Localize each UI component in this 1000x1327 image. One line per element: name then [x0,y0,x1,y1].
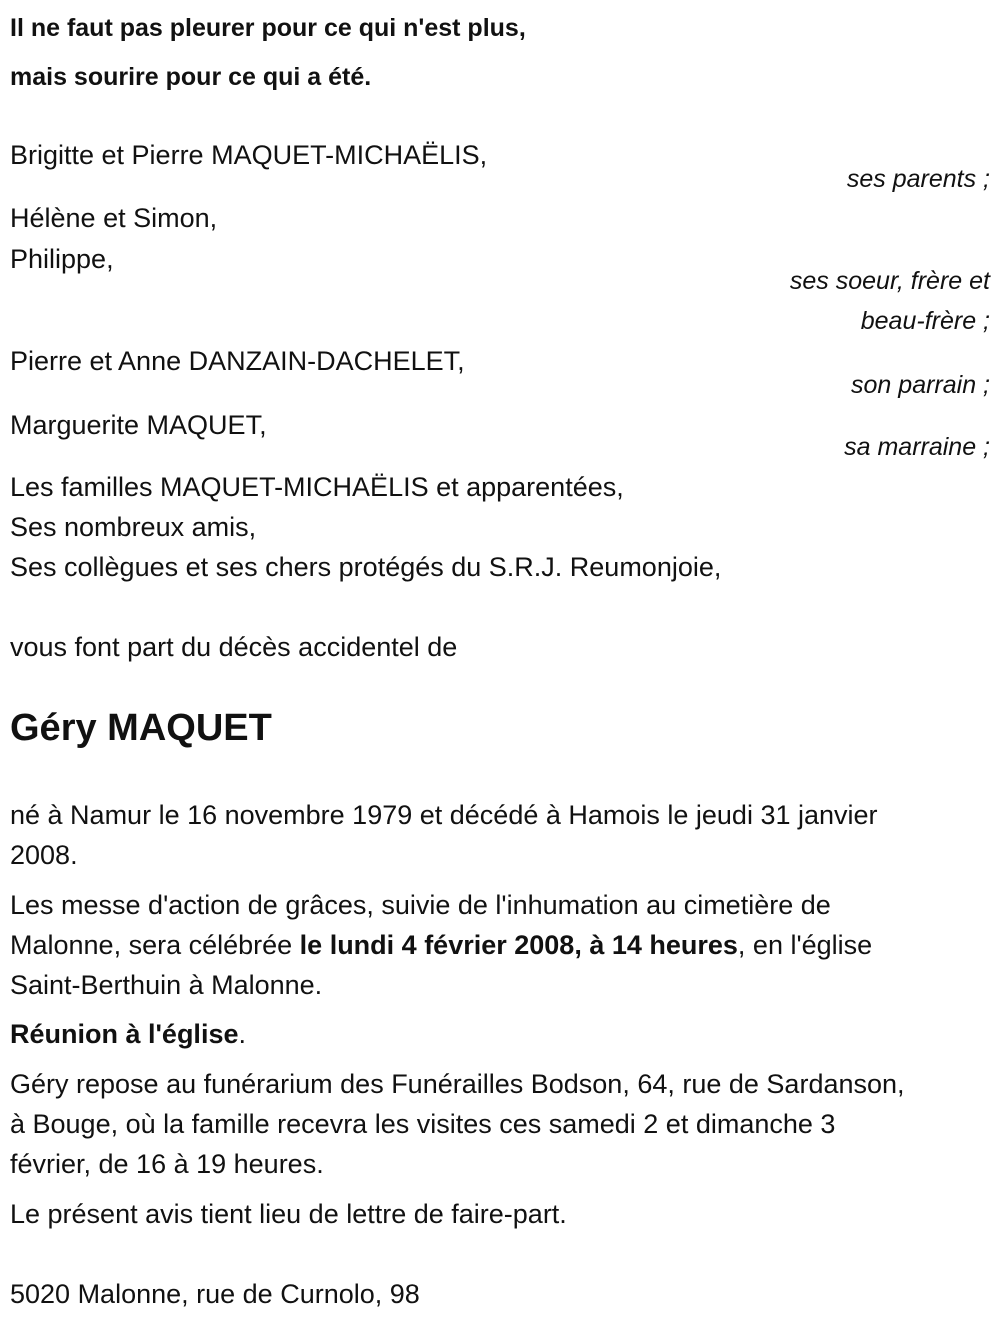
relation-siblings-2: beau-frère ; [860,307,990,335]
others-1: Les familles MAQUET-MICHAËLIS et apparentées, [10,472,624,502]
visit-line-3: février, de 16 à 19 heures. [10,1149,324,1179]
mass-line-2 [10,928,872,962]
visit-line-1: Géry repose au funérarium des Funérailles Bodson, 64, rue de Sardanson, [10,1069,905,1099]
notice: Le présent avis tient lieu de lettre de faire-part. [10,1199,567,1229]
deceased-name: Géry MAQUET [10,707,272,749]
family-godfather: Pierre et Anne DANZAIN-DACHELET, [10,346,465,376]
address: 5020 Malonne, rue de Curnolo, 98 [10,1279,420,1309]
family-siblings-2: Philippe, [10,244,114,274]
family-godmother: Marguerite MAQUET, [10,410,267,440]
birth-line-1: né à Namur le 16 novembre 1979 et décédé à Hamois le jeudi 31 janvier [10,800,878,830]
quote-line-1: Il ne faut pas pleurer pour ce qui n'est plus, [10,14,526,42]
family-siblings-1: Hélène et Simon, [10,203,218,233]
others-3: Ses collègues et ses chers protégés du S.R.J. Reumonjoie, [10,552,722,582]
visit-line-2: à Bouge, où la famille recevra les visites ces samedi 2 et dimanche 3 [10,1109,836,1139]
others-2: Ses nombreux amis, [10,512,257,542]
mass-text: Malonne, sera célébrée [10,930,300,960]
reunion-end: . [238,1019,246,1049]
reunion-bold: Réunion à l'église [10,1019,239,1049]
mass-text-end: , en l'église [737,930,873,960]
relation-godmother: sa marraine ; [844,433,990,461]
relation-godfather: son parrain ; [851,371,990,399]
birth-line-2: 2008. [10,840,78,870]
mass-date: le lundi 4 février 2008, à 14 heures [299,930,738,960]
mass-line-3: Saint-Berthuin à Malonne. [10,970,323,1000]
relation-siblings-1: ses soeur, frère et [789,267,990,295]
quote-line-2: mais sourire pour ce qui a été. [10,63,372,91]
family-parents: Brigitte et Pierre MAQUET-MICHAËLIS, [10,140,488,170]
reunion [10,1017,246,1051]
announce: vous font part du décès accidentel de [10,632,458,662]
mass-line-1: Les messe d'action de grâces, suivie de l'inhumation au cimetière de [10,890,831,920]
relation-parents: ses parents ; [846,165,990,193]
